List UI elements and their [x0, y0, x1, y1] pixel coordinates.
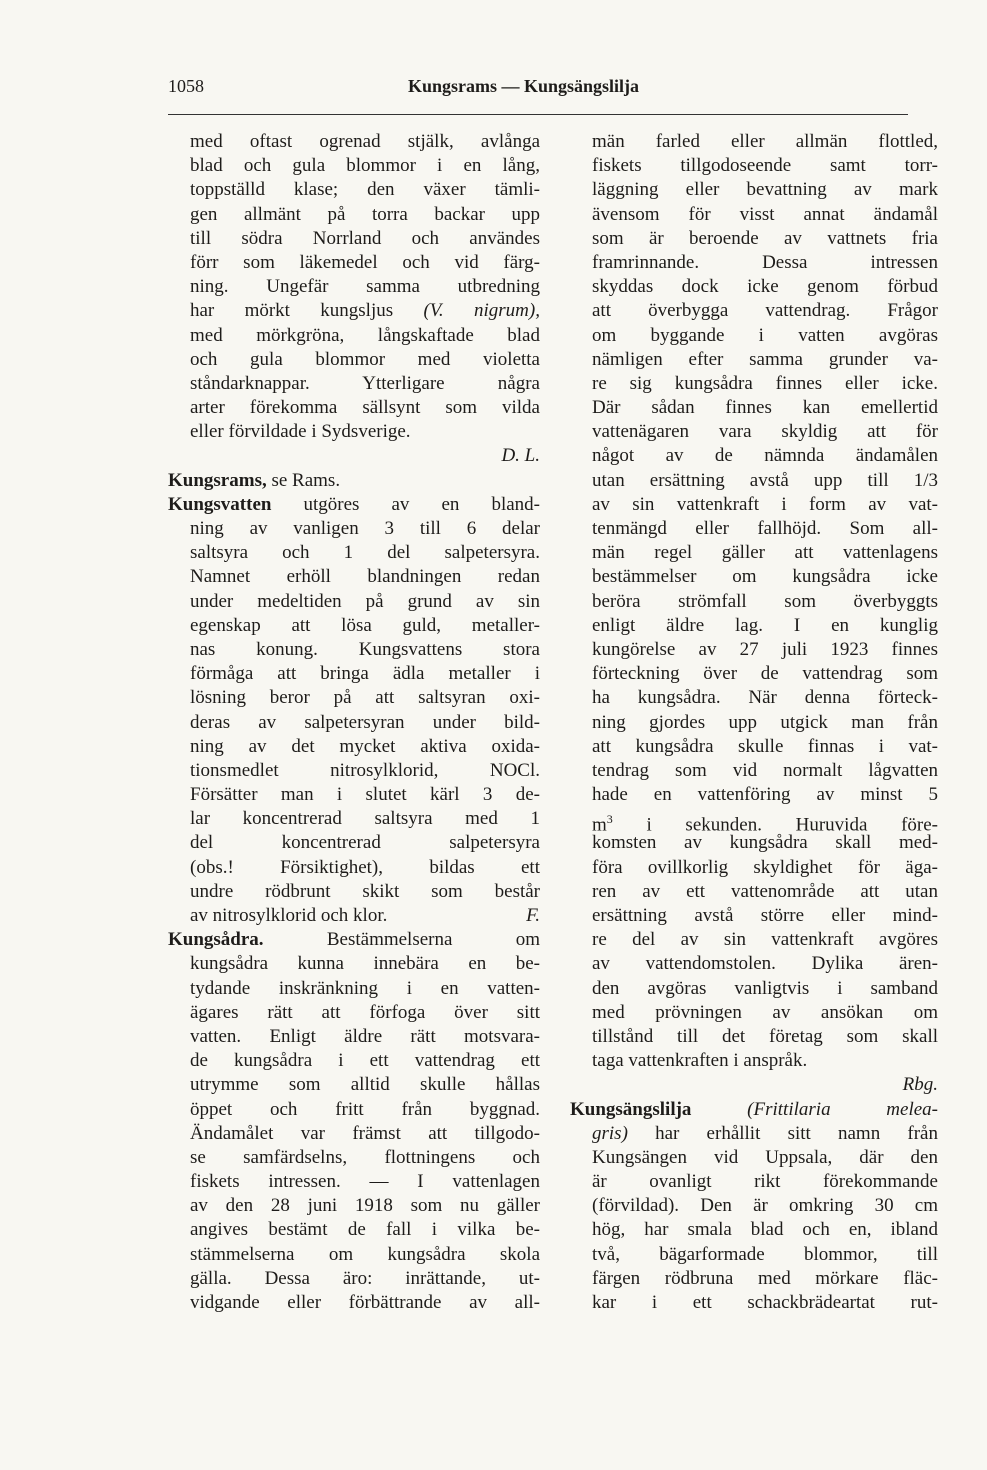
text-line: nas konung. Kungsvattens stora	[190, 638, 540, 660]
author-signature	[168, 444, 540, 468]
text-line: vatten. Enligt äldre rätt motsvara-	[190, 1025, 540, 1047]
line-text: av nitrosylklorid och klor.	[190, 905, 388, 926]
text-line: saltsyra och 1 del salpetersyra.	[190, 542, 540, 564]
text-line: två, bägarformade blommor, till	[592, 1243, 938, 1265]
text-line: enligt äldre lag. I en kunglig	[592, 614, 938, 636]
text-line: till södra Norrland och användes	[190, 227, 540, 249]
text-line: av vattendomstolen. Dylika ären-	[592, 953, 938, 975]
left-column	[168, 130, 540, 1315]
text-line: Försätter man i slutet kärl 3 de-	[190, 784, 540, 806]
text-line: färgen rödbruna med mörkare fläc-	[592, 1267, 938, 1289]
line-text: i sekunden. Huruvida före-	[612, 814, 938, 836]
signature-text: Rbg.	[902, 1074, 938, 1096]
headword: Kungsådra.	[168, 929, 264, 951]
text-line: förmåga att bringa ädla metaller i	[190, 663, 540, 685]
entry-kungsvatten-first	[168, 493, 540, 517]
text-line: Ändamålet var främst att tillgodo-	[190, 1122, 540, 1144]
text-line	[168, 299, 540, 323]
text-line	[168, 904, 540, 928]
text-line: tillstånd till det företag som skall	[592, 1025, 938, 1047]
text-line: fiskets tillgodoseende samt torr-	[592, 155, 938, 177]
latin-name: (V. nigrum),	[423, 300, 540, 322]
line-text: Bestämmelserna om	[263, 929, 540, 951]
text-line: ning. Ungefär samma utbredning	[190, 276, 540, 298]
text-line: ning gjordes upp utgick man från	[592, 711, 938, 733]
line-text: se Rams.	[266, 469, 341, 491]
text-line: arter förekomma sällsynt som vilda	[190, 397, 540, 419]
page-header	[168, 76, 898, 104]
text-line: nämligen efter samma grunder va-	[592, 348, 938, 370]
text-line: av den 28 juni 1918 som nu gäller	[190, 1195, 540, 1217]
text-line: och gula blommor med violetta	[190, 348, 540, 370]
text-line: utan ersättning avstå upp till 1/3	[592, 469, 938, 491]
text-line: män farled eller allmän flottled,	[592, 131, 938, 152]
headword: Kungsängslilja	[570, 1098, 692, 1120]
text-line: som är beroende av vattnets fria	[592, 227, 938, 249]
line-text: utgöres av en bland-	[271, 493, 540, 515]
text-line: ren av ett vattenområde att utan	[592, 880, 938, 902]
headword: Kungsrams,	[168, 469, 267, 491]
text-line: deras av salpetersyran under bild-	[190, 711, 540, 733]
text-line: öppet och fritt från byggnad.	[190, 1098, 540, 1120]
text-line: ägares rätt att förfoga över sitt	[190, 1001, 540, 1023]
text-line: gälla. Dessa äro: inrättande, ut-	[190, 1267, 540, 1289]
text-line: de kungsådra i ett vattendrag ett	[190, 1050, 540, 1072]
entry-kungsadra-first	[168, 928, 540, 952]
text-line: läggning eller bevattning av mark	[592, 179, 938, 201]
text-line: hög, har smala blad och en, ibland	[592, 1219, 938, 1241]
text-line: egenskap att lösa guld, metaller-	[190, 614, 540, 636]
text-line: av sin vattenkraft i form av vat-	[592, 493, 938, 515]
text-line: hade en vattenföring av minst 5	[592, 784, 938, 806]
text-line: kungörelse av 27 juli 1923 finnes	[592, 638, 938, 660]
text-line: gen allmänt på torra backar upp	[190, 203, 540, 225]
text-line: lar koncentrerad saltsyra med 1	[190, 808, 540, 830]
text-line: del koncentrerad salpetersyra	[190, 832, 540, 854]
text-line: utrymme som alltid skulle hållas	[190, 1074, 540, 1096]
right-column	[570, 130, 938, 1315]
text-line: Kungsängen vid Uppsala, där den	[592, 1146, 938, 1168]
text-line: (obs.! Försiktighet), bildas ett	[190, 856, 540, 878]
text-line: blad och gula blommor i en lång,	[190, 155, 540, 177]
text-line: att kungsådra skulle finnas i vat-	[592, 735, 938, 757]
text-line: tydande inskränkning i en vatten-	[190, 977, 540, 999]
headword: Kungsvatten	[168, 493, 272, 515]
text-line: kungsådra kunna innebära en be-	[190, 953, 540, 975]
line-text: har erhållit sitt namn från	[627, 1122, 938, 1144]
text-line: re sig kungsådra finnes eller icke.	[592, 372, 938, 394]
text-line: ävensom för visst annat ändamål	[592, 203, 938, 225]
text-line: beröra strömfall som överbyggts	[592, 590, 938, 612]
text-line: ersättning avstå större eller mind-	[592, 905, 938, 926]
text-line: under medeltiden på grund av sin	[190, 590, 540, 612]
text-line: förr som läkemedel och vid färg-	[190, 251, 540, 273]
text-line: toppställd klase; den växer tämli-	[190, 179, 540, 201]
running-title: Kungsrams — Kungsängslilja	[408, 76, 640, 96]
text-line: framrinnande. Dessa intressen	[592, 251, 938, 273]
text-line: Där sådan finnes kan emellertid	[592, 397, 938, 419]
text-line: tenmängd eller fallhöjd. Som all-	[592, 518, 938, 539]
unit-text: m	[592, 814, 607, 836]
text-line: bestämmelser om kungsådra icke	[592, 566, 938, 588]
text-line: vidgande eller förbättrande av all-	[190, 1292, 540, 1313]
text-line: fiskets intressen. — I vattenlagen	[190, 1171, 540, 1193]
text-line: att överbygga vattendrag. Frågor	[592, 300, 938, 322]
latin-name: (Frittilaria melea-	[691, 1098, 938, 1120]
text-line: något av de nämnda ändamålen	[592, 445, 938, 467]
text-line: ha kungsådra. När denna förteck-	[592, 687, 938, 709]
line-text: har mörkt kungsljus	[190, 300, 424, 322]
author-signature: F.	[526, 905, 540, 926]
text-line: är ovanligt rikt förekommande	[592, 1171, 938, 1193]
text-line: (förvildad). Den är omkring 30 cm	[592, 1195, 938, 1217]
text-line: med mörkgröna, långskaftade blad	[190, 324, 540, 346]
text-line: stämmelserna om kungsådra skola	[190, 1243, 540, 1265]
text-line	[570, 807, 938, 836]
text-line: undre rödbrunt skikt som består	[190, 880, 540, 902]
superscript: 3	[606, 812, 613, 827]
text-line: med oftast ogrenad stjälk, avlånga	[190, 131, 540, 152]
page-number: 1058	[168, 76, 204, 96]
entry-kungsangslilja-first	[570, 1098, 938, 1122]
text-line: eller förvildade i Sydsverige.	[190, 421, 411, 443]
text-line: den avgöras vanligtvis i samband	[592, 977, 938, 999]
text-line: vattenägaren vara skyldig att för	[592, 421, 938, 443]
text-line: angives bestämt de fall i vilka be-	[190, 1219, 540, 1241]
text-line: förteckning över de vattendrag som	[592, 663, 938, 685]
text-line: lösning beror på att saltsyran oxi-	[190, 687, 540, 709]
text-line: taga vattenkraften i anspråk.	[592, 1050, 808, 1072]
text-line: ning av det mycket aktiva oxida-	[190, 735, 540, 757]
author-signature	[570, 1073, 938, 1097]
text-line: se samfärdselns, flottningens och	[190, 1146, 540, 1168]
text-line	[570, 1122, 938, 1146]
entry-kungsrams	[168, 469, 540, 493]
text-line: ståndarknappar. Ytterligare några	[190, 372, 540, 394]
header-rule	[168, 114, 908, 115]
signature-text: D. L.	[501, 445, 540, 467]
text-line: män regel gäller att vattenlagens	[592, 542, 938, 564]
text-line: föra ovillkorlig skyldighet för äga-	[592, 856, 938, 878]
text-line: kar i ett schackbrädeartat rut-	[592, 1292, 938, 1313]
text-line: tionsmedlet nitrosylklorid, NOCl.	[190, 759, 540, 781]
text-line: om byggande i vatten avgöras	[592, 324, 938, 346]
text-line: Namnet erhöll blandningen redan	[190, 566, 540, 588]
text-line: re del av sin vattenkraft avgöres	[592, 929, 938, 951]
text-line: skyddas dock icke genom förbud	[592, 276, 938, 298]
text-line: med prövningen av ansökan om	[592, 1001, 938, 1023]
text-line: tendrag som vid normalt lågvatten	[592, 759, 938, 781]
latin-name: gris)	[592, 1122, 628, 1144]
text-line: ning av vanligen 3 till 6 delar	[190, 518, 540, 539]
text-line: komsten av kungsådra skall med-	[592, 832, 938, 854]
